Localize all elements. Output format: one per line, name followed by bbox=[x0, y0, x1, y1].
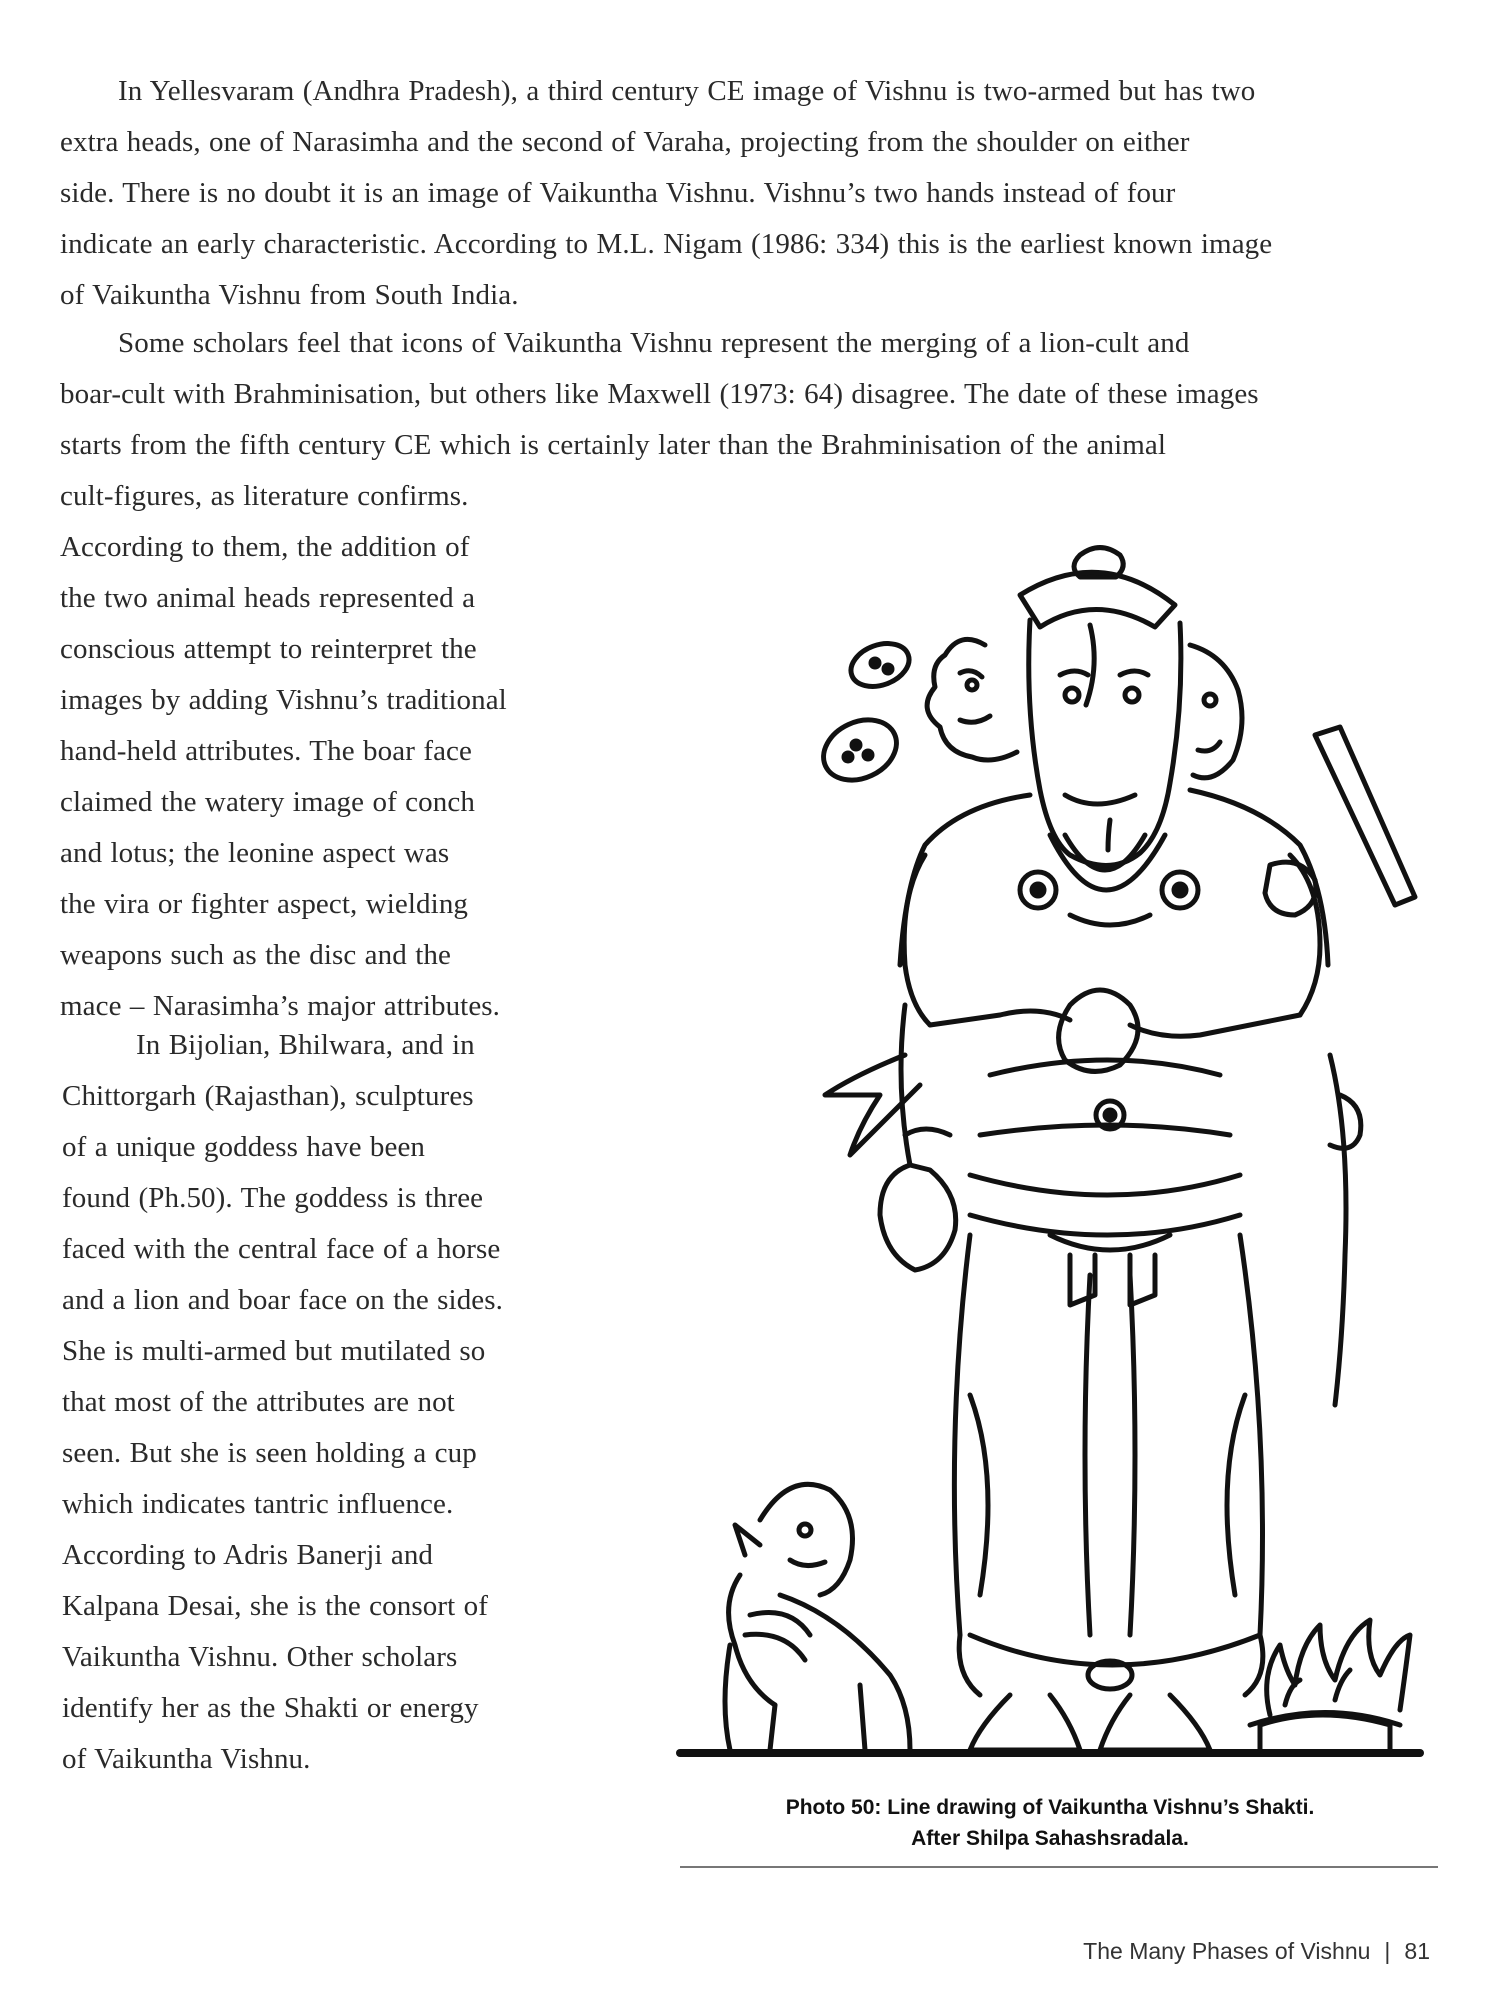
text-line: Vaikuntha Vishnu. Other scholars bbox=[62, 1641, 458, 1673]
text-line: She is multi-armed but mutilated so bbox=[62, 1335, 486, 1367]
text-line: found (Ph.50). The goddess is three bbox=[62, 1182, 484, 1214]
caption-line: After Shilpa Sahashsradala. bbox=[911, 1827, 1189, 1850]
floating-attributes bbox=[814, 636, 915, 791]
text-line: of Vaikuntha Vishnu. bbox=[62, 1743, 311, 1775]
text-line: boar-cult with Brahminisation, but others like Maxwell (1973: 64) disagree. The date of these images bbox=[60, 378, 1259, 410]
text-line: of Vaikuntha Vishnu from South India. bbox=[60, 279, 519, 311]
text-line: faced with the central face of a horse bbox=[62, 1233, 501, 1265]
lion-figure bbox=[725, 1484, 910, 1750]
running-title: The Many Phases of Vishnu bbox=[1083, 1938, 1371, 1964]
horse-head bbox=[1020, 548, 1181, 866]
paragraph-yellesvaram bbox=[60, 66, 1440, 321]
text-line: identify her as the Shakti or energy bbox=[62, 1692, 479, 1724]
text-line: Kalpana Desai, she is the consort of bbox=[62, 1590, 488, 1622]
garment bbox=[954, 1235, 1262, 1695]
text-line: that most of the attributes are not bbox=[62, 1386, 455, 1418]
text-line: hand-held attributes. The boar face bbox=[60, 735, 472, 767]
text-line: According to them, the addition of bbox=[60, 531, 470, 563]
caption-divider bbox=[680, 1866, 1438, 1868]
text-line: side. There is no doubt it is an image of Vaikuntha Vishnu. Vishnu’s two hands instead of four bbox=[60, 177, 1176, 209]
waist-belt bbox=[970, 1060, 1240, 1305]
goddess-line-drawing bbox=[670, 535, 1430, 1765]
page-number: 81 bbox=[1404, 1938, 1430, 1964]
text-line: According to Adris Banerji and bbox=[62, 1539, 434, 1571]
text-line: the vira or fighter aspect, wielding bbox=[60, 888, 469, 920]
text-line: extra heads, one of Narasimha and the second of Varaha, projecting from the shoulder on either bbox=[60, 126, 1190, 158]
text-line: cult-figures, as literature confirms. bbox=[60, 480, 469, 512]
text-line: of a unique goddess have been bbox=[62, 1131, 426, 1163]
feet bbox=[970, 1661, 1210, 1750]
text-line: Some scholars feel that icons of Vaikuntha Vishnu represent the merging of a lion-cult and bbox=[118, 327, 1190, 359]
paragraph-bijolian bbox=[62, 1020, 622, 1785]
text-line: starts from the fifth century CE which is certainly later than the Brahminisation of the animal bbox=[60, 429, 1167, 461]
text-line: mace – Narasimha’s major attributes. bbox=[60, 990, 501, 1022]
text-line: In Bijolian, Bhilwara, and in bbox=[136, 1029, 475, 1061]
text-line: and lotus; the leonine aspect was bbox=[60, 837, 450, 869]
text-line: seen. But she is seen holding a cup bbox=[62, 1437, 477, 1469]
text-line: and a lion and boar face on the sides. bbox=[62, 1284, 504, 1316]
caption-line: Photo 50: Line drawing of Vaikuntha Vishnu’s Shakti. bbox=[785, 1796, 1315, 1819]
text-line: In Yellesvaram (Andhra Pradesh), a third century CE image of Vishnu is two-armed but has two bbox=[118, 75, 1256, 107]
text-line: indicate an early characteristic. According to M.L. Nigam (1986: 334) this is the earliest known image bbox=[60, 228, 1273, 260]
page-footer bbox=[1083, 1938, 1430, 1965]
text-line: weapons such as the disc and the bbox=[60, 939, 451, 971]
text-line: claimed the watery image of conch bbox=[60, 786, 475, 818]
text-line: Chittorgarh (Rajasthan), sculptures bbox=[62, 1080, 474, 1112]
text-line: which indicates tantric influence. bbox=[62, 1488, 454, 1520]
fire-altar bbox=[1250, 1620, 1410, 1750]
figure-caption bbox=[680, 1792, 1420, 1854]
text-line: images by adding Vishnu’s traditional bbox=[60, 684, 507, 716]
lion-head bbox=[927, 639, 1017, 760]
boar-head bbox=[1190, 645, 1242, 778]
text-line: the two animal heads represented a bbox=[60, 582, 476, 614]
footer-separator: | bbox=[1384, 1938, 1391, 1964]
text-line: conscious attempt to reinterpret the bbox=[60, 633, 477, 665]
torso bbox=[900, 790, 1328, 965]
